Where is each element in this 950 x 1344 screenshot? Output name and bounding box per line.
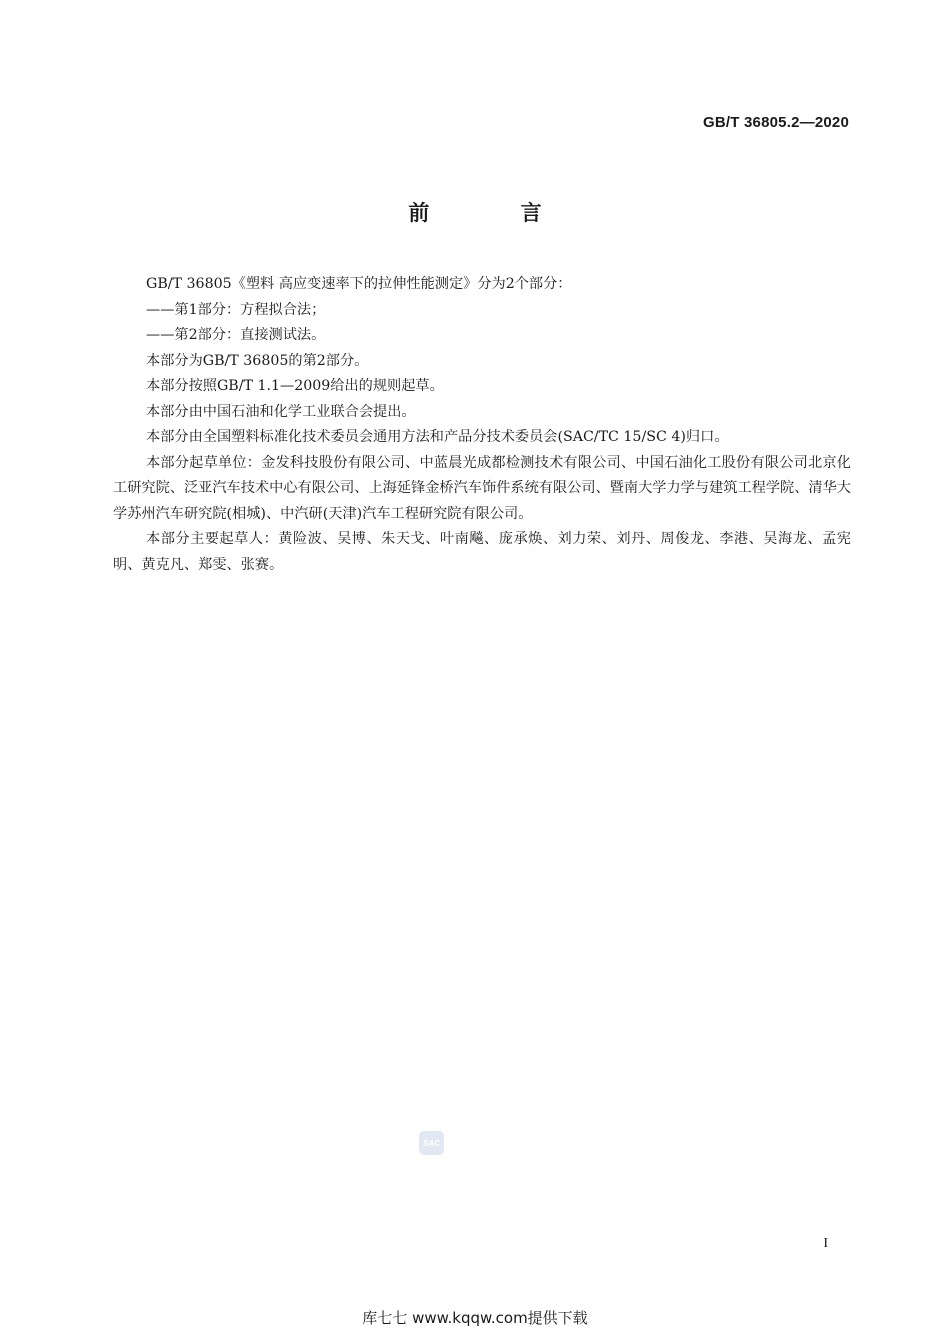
standard-number: GB/T 36805.2—2020	[703, 114, 849, 131]
intro-paragraph: GB/T 36805《塑料 高应变速率下的拉伸性能测定》分为2个部分：	[146, 276, 572, 292]
part-2-item: ——第2部分：直接测试法。	[146, 327, 326, 343]
sac-logo-icon: SAC	[419, 1131, 444, 1155]
paragraph-part-scope: 本部分为GB/T 36805的第2部分。	[146, 352, 369, 369]
paragraph-drafting-rules: 本部分按照GB/T 1.1—2009给出的规则起草。	[146, 378, 444, 394]
page-title: 前 言	[408, 201, 584, 225]
foreword-body	[113, 272, 851, 578]
paragraph-proposer: 本部分由中国石油和化学工业联合会提出。	[146, 403, 416, 420]
paragraph-drafters: 本部分主要起草人：黄险波、吴博、朱天戈、叶南飚、庞承焕、刘力荣、刘丹、周俊龙、李港、吴海龙、孟宪明、黄克凡、郑雯、张赛。	[113, 531, 851, 573]
page-number: I	[823, 1236, 828, 1251]
part-1-item: ——第1部分：方程拟合法；	[146, 301, 326, 318]
paragraph-drafting-units: 本部分起草单位：金发科技股份有限公司、中蓝晨光成都检测技术有限公司、中国石油化工股份有限公司北京化工研究院、泛亚汽车技术中心有限公司、上海延锋金桥汽车饰件系统有限公司、暨南大学力学与建筑工程学院、清华大学苏州汽车研究院(相城)、中汽研(天津)汽车工程研究院有限公司。	[113, 454, 851, 522]
download-footer: 库七七 www.kqqw.com提供下载	[362, 1309, 588, 1327]
paragraph-administrator: 本部分由全国塑料标准化技术委员会通用方法和产品分技术委员会(SAC/TC 15/SC 4)归口。	[146, 429, 729, 445]
